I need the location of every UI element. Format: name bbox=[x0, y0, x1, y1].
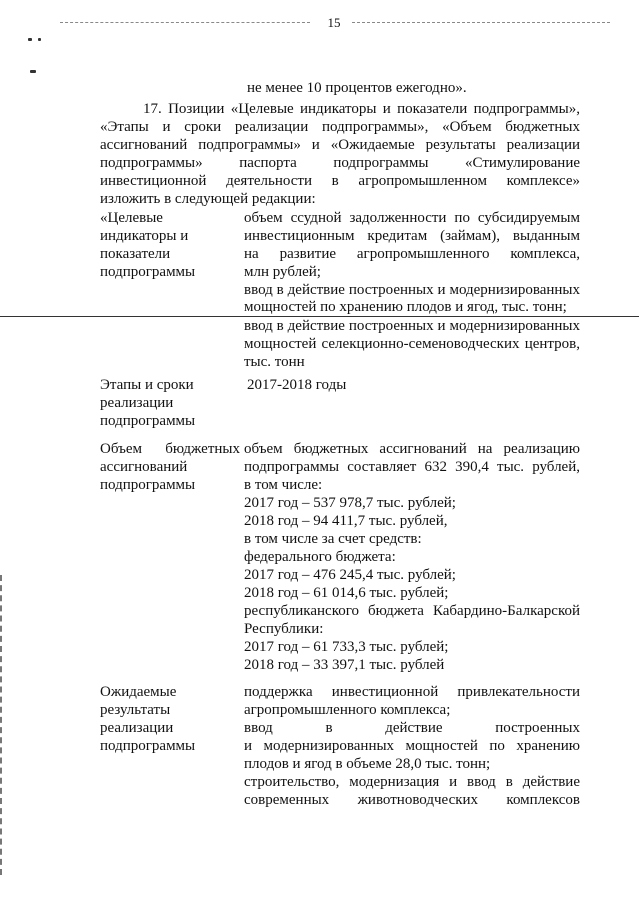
scan-speck bbox=[38, 38, 41, 41]
row-value-line: в том числе за счет средств: bbox=[244, 531, 422, 547]
row-value-line: 2018 год – 61 014,6 тыс. рублей; bbox=[244, 585, 449, 601]
paragraph-line: 17. Позиции «Целевые индикаторы и показатели подпрограммы», bbox=[143, 101, 580, 117]
row-value-line: 2017-2018 годы bbox=[247, 377, 347, 393]
row-label: Объем бюджетных bbox=[100, 441, 240, 457]
row-value-line: республиканского бюджета Кабардино-Балкарской bbox=[244, 603, 580, 619]
row-value-line: агропромышленного комплекса; bbox=[244, 702, 451, 718]
row-value-line: 2017 год – 61 733,3 тыс. рублей; bbox=[244, 639, 449, 655]
row-label: подпрограммы bbox=[100, 264, 196, 280]
row-label: подпрограммы bbox=[100, 738, 196, 754]
row-value-line: ввод в действие построенных и модернизированных bbox=[244, 282, 580, 298]
row-value-line: 2017 год – 476 245,4 тыс. рублей; bbox=[244, 567, 456, 583]
row-value-line: объем бюджетных ассигнований на реализацию bbox=[244, 441, 580, 457]
row-value-line: поддержка инвестиционной привлекательности bbox=[244, 684, 580, 700]
row-value-line: Республики: bbox=[244, 621, 324, 637]
scan-speck bbox=[30, 70, 36, 73]
row-value-line: 2018 год – 94 411,7 тыс. рублей, bbox=[244, 513, 448, 529]
header-rule-right bbox=[352, 22, 610, 23]
row-value-line: 2017 год – 537 978,7 тыс. рублей; bbox=[244, 495, 456, 511]
row-value-line: инвестиционным кредитам (займам), выданным bbox=[244, 228, 580, 244]
paragraph-line: ассигнований подпрограммы» и «Ожидаемые результаты реализации bbox=[100, 137, 580, 153]
row-label: реализации bbox=[100, 395, 174, 411]
row-value-line: мощностей селекционно-семеноводческих центров, bbox=[244, 336, 580, 352]
page-number: 15 bbox=[327, 15, 341, 30]
row-label: Ожидаемые bbox=[100, 684, 177, 700]
row-value-line: и модернизированных мощностей по хранению bbox=[244, 738, 580, 754]
row-value-line: млн рублей; bbox=[244, 264, 321, 280]
scan-speck bbox=[28, 38, 32, 41]
row-label: реализации bbox=[100, 720, 174, 736]
paragraph-line: подпрограммы» паспорта подпрограммы «Стимулирование bbox=[100, 155, 580, 171]
page-header bbox=[0, 14, 639, 30]
row-value-line: ввод в действие построенных bbox=[244, 720, 580, 736]
paragraph-line: инвестиционной деятельности в агропромышленном комплексе» bbox=[100, 173, 580, 189]
row-label: показатели bbox=[100, 246, 171, 262]
intro-line: не менее 10 процентов ежегодно». bbox=[247, 80, 467, 96]
row-label: индикаторы и bbox=[100, 228, 189, 244]
row-value-line: в том числе: bbox=[244, 477, 323, 493]
row-label: результаты bbox=[100, 702, 171, 718]
row-value-line: строительство, модернизация и ввод в действие bbox=[244, 774, 580, 790]
row-label bbox=[100, 377, 240, 395]
paragraph-line: изложить в следующей редакции: bbox=[100, 191, 316, 207]
row-value-line: плодов и ягод в объеме 28,0 тыс. тонн; bbox=[244, 756, 491, 772]
row-value-line: мощностей по хранению плодов и ягод, тыс. тонн; bbox=[244, 299, 567, 315]
row-value-line: тыс. тонн bbox=[244, 354, 305, 370]
row-value-line: современных животноводческих комплексов bbox=[244, 792, 580, 808]
row-value-line: ввод в действие построенных и модернизированных bbox=[244, 318, 580, 334]
header-rule-left bbox=[60, 22, 310, 23]
row-value-line: федерального бюджета: bbox=[244, 549, 396, 565]
row-value-line: подпрограммы составляет 632 390,4 тыс. рублей, bbox=[244, 459, 580, 475]
row-label: подпрограммы bbox=[100, 477, 196, 493]
row-label: «Целевые bbox=[100, 210, 163, 226]
row-label-text: Этапы и сроки bbox=[100, 377, 194, 393]
row-label: подпрограммы bbox=[100, 413, 196, 429]
row-value-line: объем ссудной задолженности по субсидируемым bbox=[244, 210, 580, 226]
scan-edge-marks bbox=[0, 575, 6, 875]
paragraph-line: «Этапы и сроки реализации подпрограммы», «Объем бюджетных bbox=[100, 119, 580, 135]
row-label: ассигнований bbox=[100, 459, 188, 475]
row-value-line: на развитие агропромышленного комплекса, bbox=[244, 246, 580, 262]
row-value-line: 2018 год – 33 397,1 тыс. рублей bbox=[244, 657, 445, 673]
